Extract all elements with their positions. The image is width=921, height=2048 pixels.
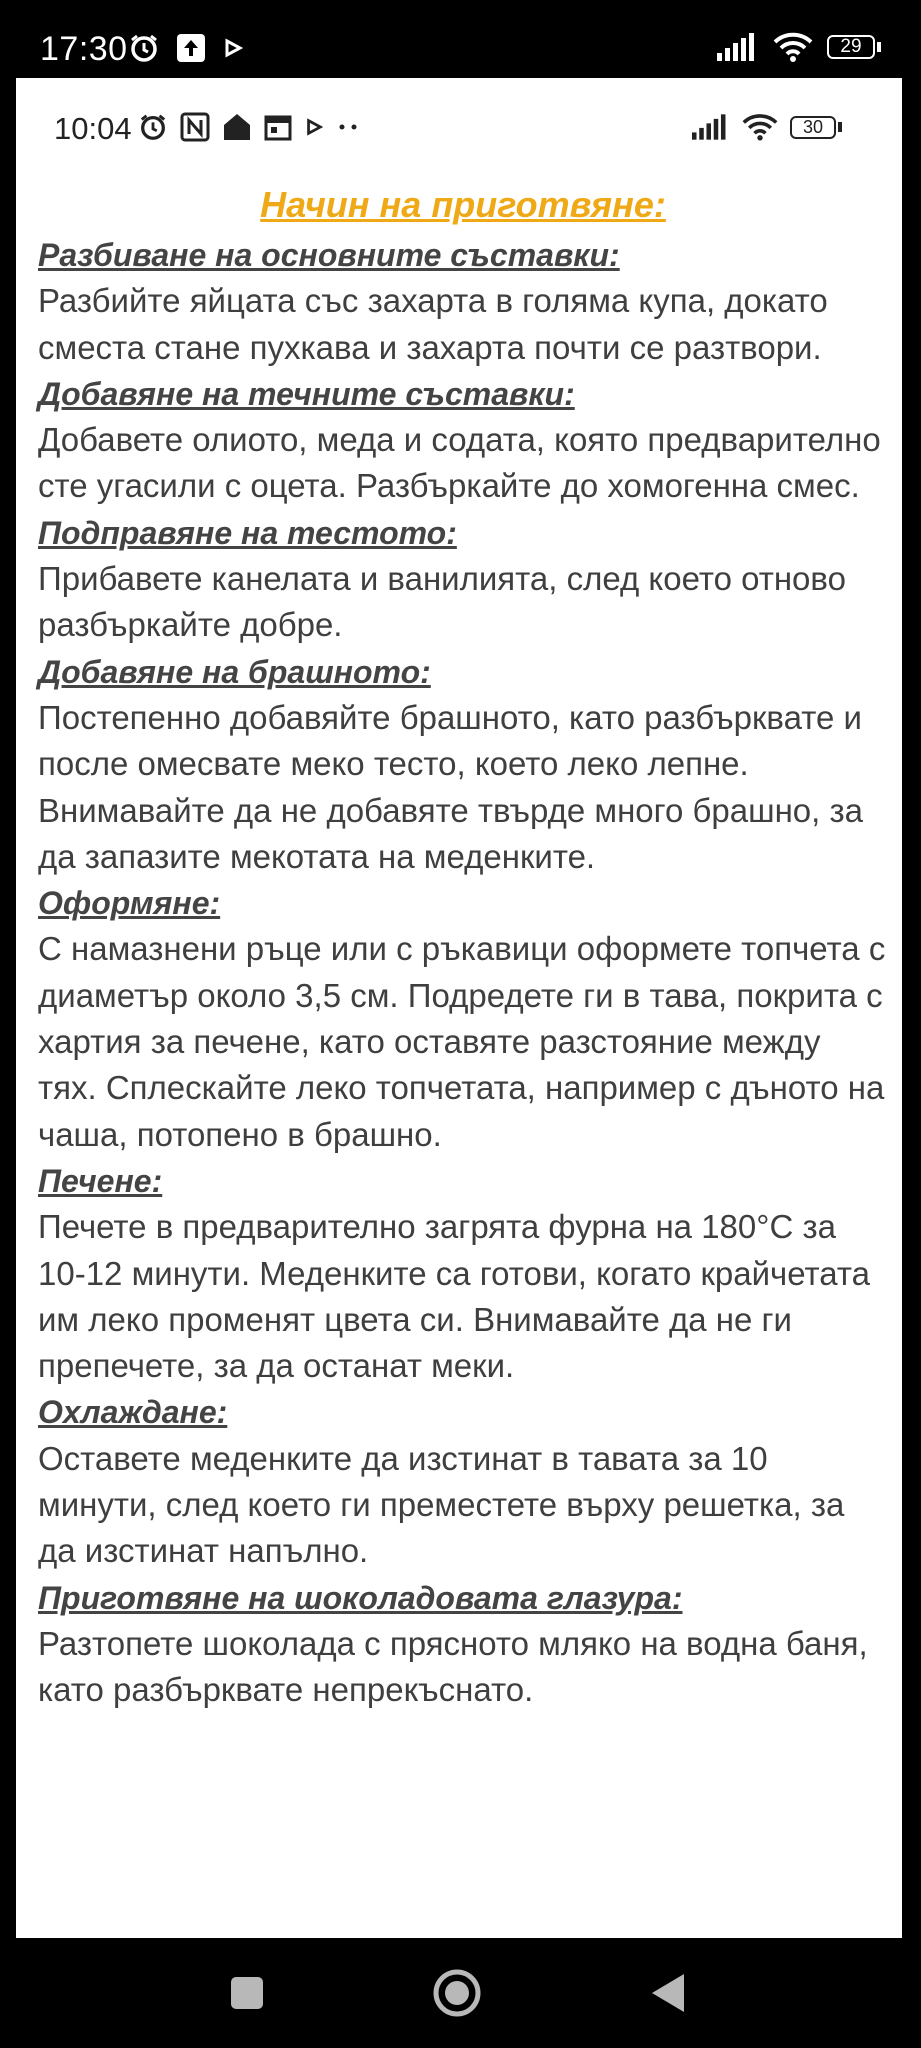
recents-button[interactable] [187,1938,307,2048]
upload-icon [176,33,206,63]
step-heading: Приготвяне на шоколадовата глазура: [38,1579,683,1616]
step-text: Разтопете шоколада с прясното мляко на водна баня, като разбърквате непрекъснато. [38,1624,868,1709]
wifi-icon [773,32,813,62]
step-heading: Оформяне: [38,885,221,922]
battery-icon [827,35,881,59]
inner-system-icons [692,113,842,141]
outer-system-icons [717,32,881,62]
step-heading: Разбиване на основните съставки: [38,237,620,273]
play-icon [222,37,244,59]
screenshot-panel [16,78,902,1938]
step-text: Добавете олиото, меда и содата, която предварително сте угасили с оцета. Разбъркайте до хомогенна смес. [38,421,881,505]
inner-status-bar [16,78,902,174]
battery-icon [790,116,842,139]
alarm-icon [138,112,168,142]
step-text: Постепенно добавяйте брашното, като разбърквате и после омесвате меко тесто, което леко лепне. Внимавайте да не добавяте твърде много брашно, за да запазите мекотата на меденките. [38,698,863,875]
step-heading: Печене: [38,1162,163,1199]
recents-square-icon [229,1975,265,2011]
back-button[interactable] [608,1938,728,2048]
outer-notification-icons [128,32,244,64]
play-icon [304,117,324,137]
step-heading: Подправяне на тестото: [38,514,457,551]
step-heading: Охлаждане: [38,1394,228,1431]
outer-status-bar [0,0,921,78]
navigation-bar [0,1938,921,2048]
outer-clock: 17:30 [40,30,128,68]
step-text: С намазнени ръце или с ръкавици оформете топчета с диаметър около 3,5 см. Подредете ги в тава, покрита с хартия за печене, като оставяте разстояние между тях. Сплескайте леко топчетата, например с дъното на чаша, потопено в брашно. [38,930,886,1153]
wifi-icon [742,113,778,141]
step-heading: Добавяне на брашното: [38,653,431,690]
more-dots-icon [336,121,360,133]
home-circle-icon [432,1968,482,2018]
home-button[interactable] [397,1938,517,2048]
signal-icon [692,114,730,140]
recipe-content [38,180,888,1714]
nfc-icon [180,112,210,142]
home-icon [222,112,252,142]
inner-clock: 10:04 [54,111,132,146]
inner-notification-icons [138,112,360,142]
step-text: Разбийте яйцата със захарта в голяма купа, докато сместа стане пухкава и захарта почти се разтвори. [38,282,828,366]
alarm-icon [128,32,160,64]
step-text: Печете в предварително загрята фурна на 180°C за 10-12 минути. Меденките са готови, когато крайчетата им леко променят цвета си. Внимавайте да не ги препечете, за да останат меки. [38,1208,870,1385]
step-text: Оставете меденките да изстинат в тавата за 10 минути, след което ги преместете върху решетка, за да изстинат напълно. [38,1439,845,1570]
inner-battery-level: 30 [802,116,824,137]
calendar-icon [264,113,292,141]
recipe-section-title: Начин на приготвяне: [260,184,666,225]
step-text: Прибавете канелата и ванилията, след което отново разбъркайте добре. [38,560,846,644]
outer-battery-level: 29 [840,36,862,57]
step-heading: Добавяне на течните съставки: [38,375,575,412]
signal-icon [717,33,759,61]
back-triangle-icon [648,1972,688,2014]
